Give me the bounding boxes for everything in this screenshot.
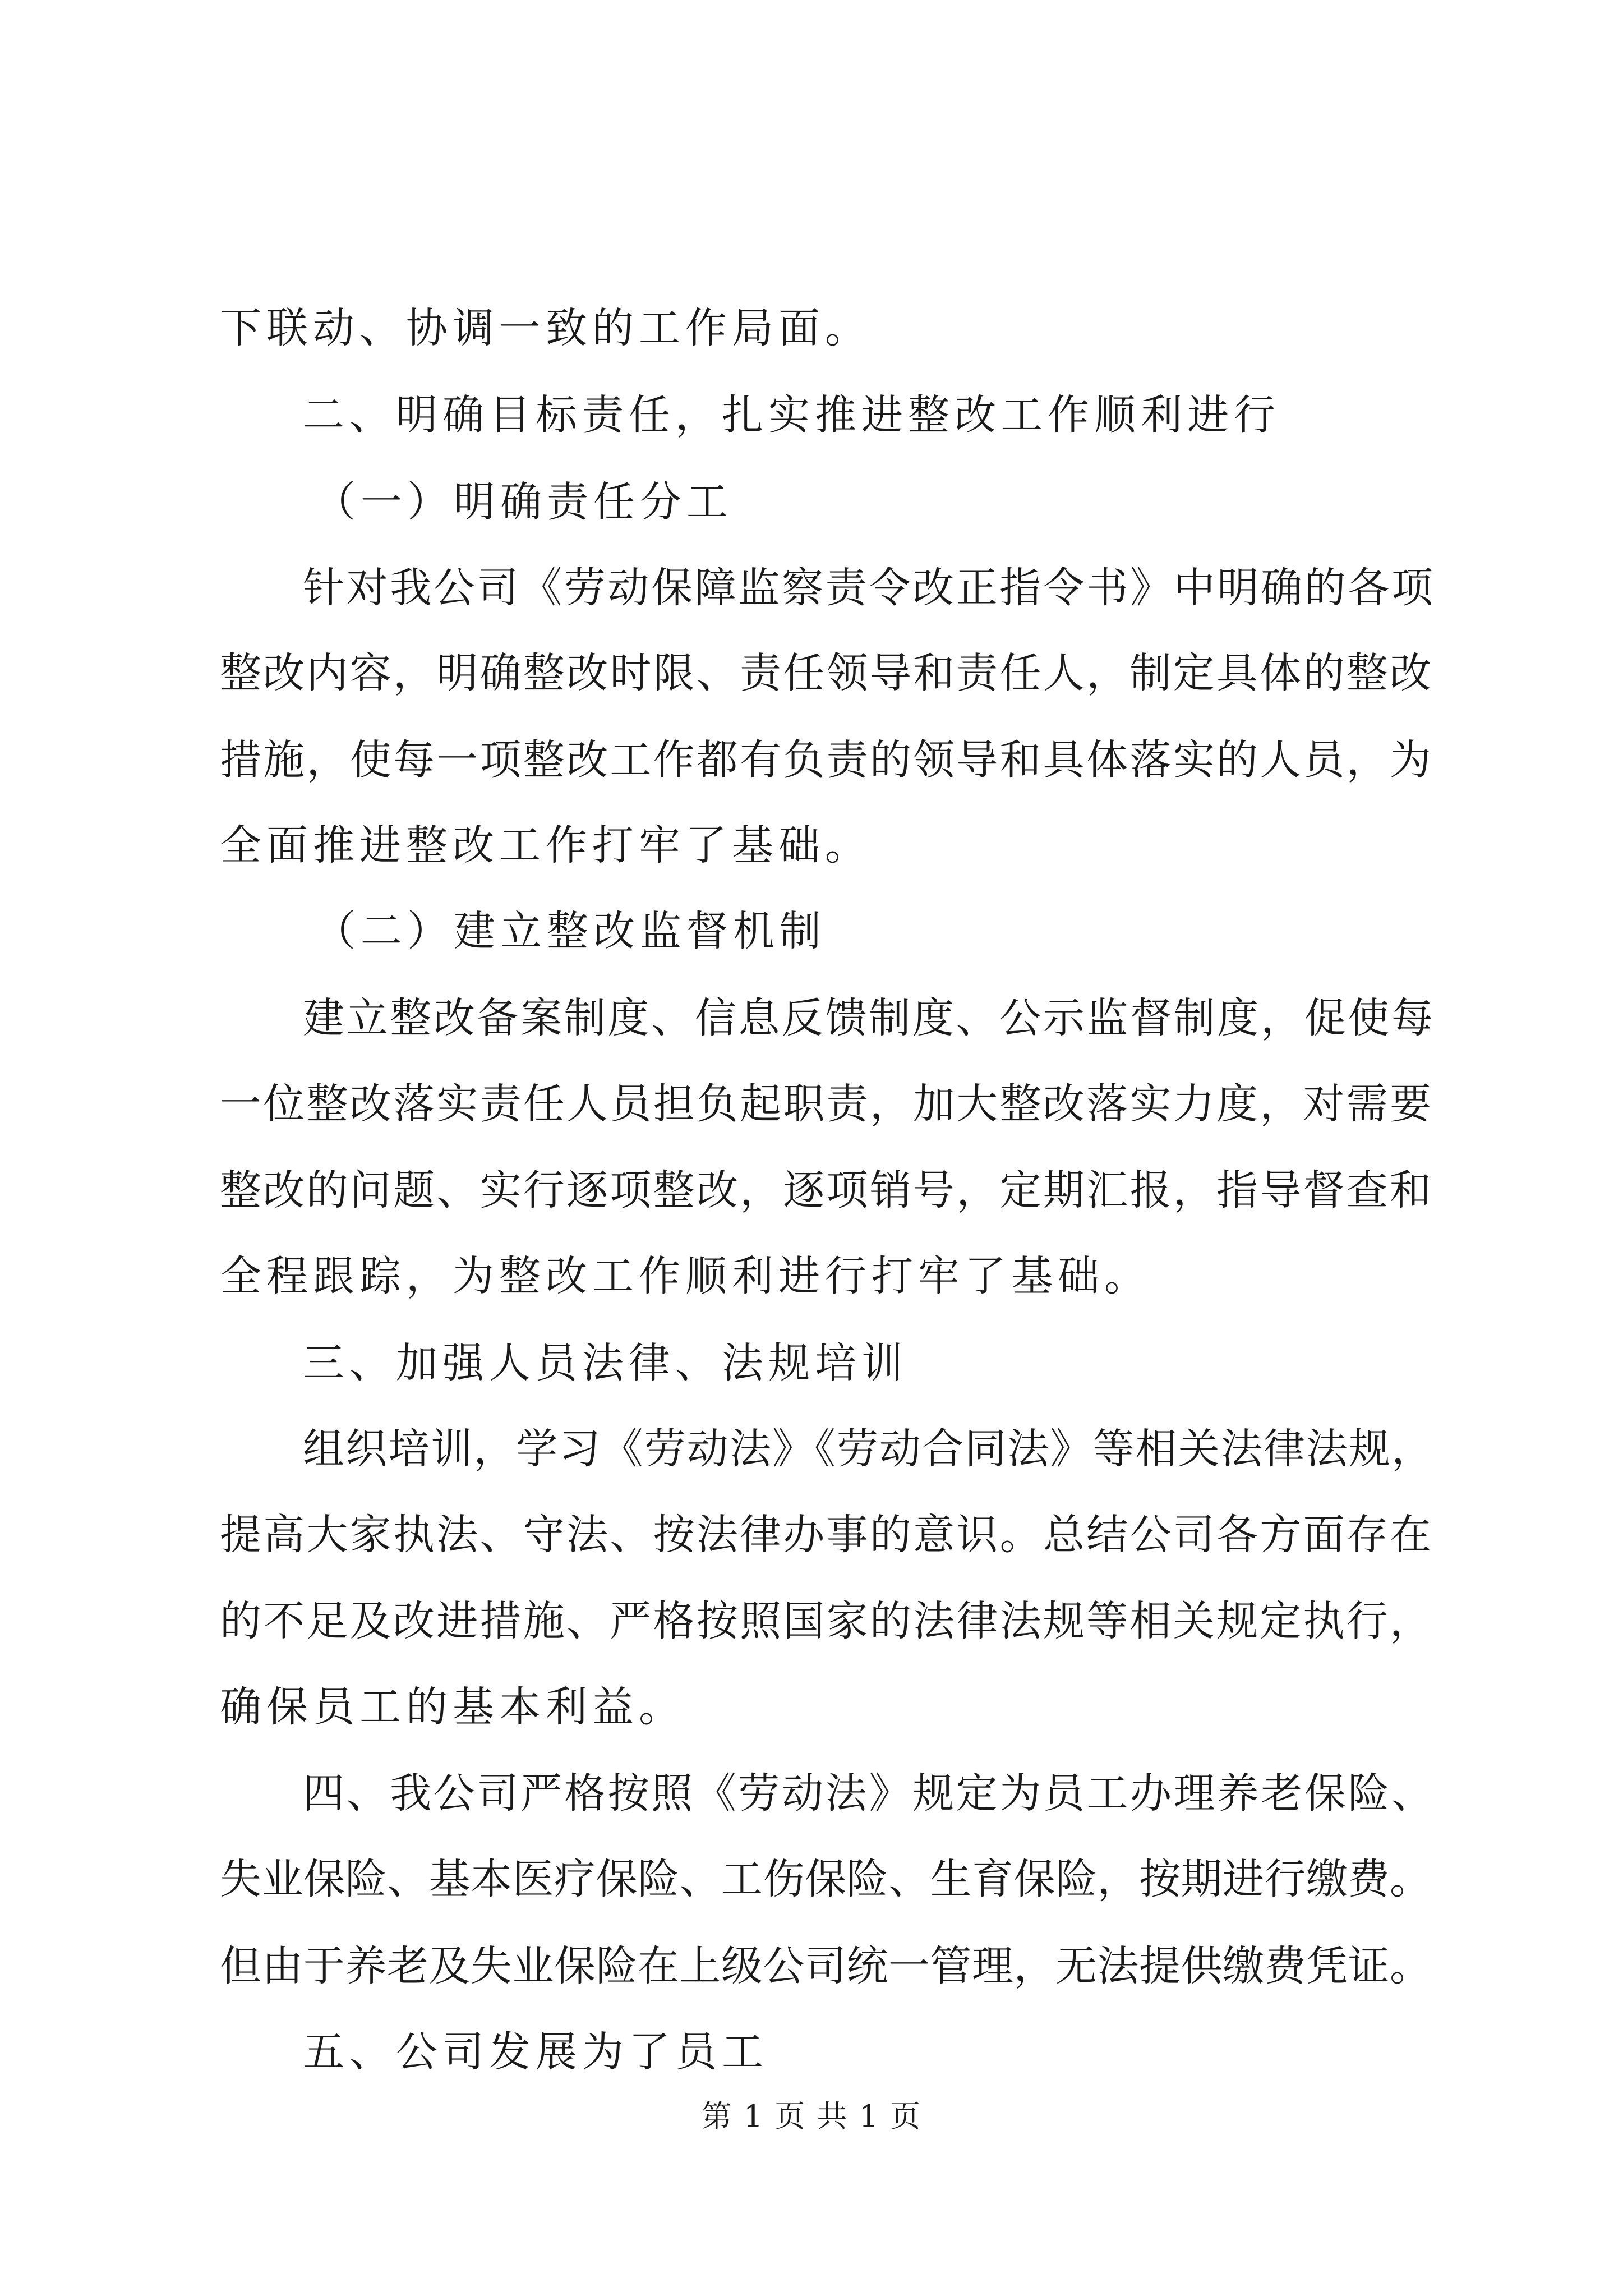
subsection-heading: （一）明确责任分工 — [314, 478, 733, 526]
section-heading: 二、明确目标责任，扎实推进整改工作顺利进行 — [303, 391, 1280, 439]
paragraph-line: 一位整改落实责任人员担负起职责，加大整改落实力度，对需要 — [220, 1080, 1431, 1128]
section-heading: 五、公司发展为了员工 — [303, 2028, 768, 2076]
paragraph-line: 下联动、协调一致的工作局面。 — [220, 304, 872, 352]
subsection-heading: （二）建立整改监督机制 — [314, 907, 826, 955]
paragraph-line: 组织培训，学习《劳动法》《劳动合同法》等相关法律法规， — [303, 1425, 1433, 1473]
paragraph-line: 针对我公司《劳动保障监察责令改正指令书》中明确的各项 — [303, 564, 1433, 612]
paragraph-line: 提高大家执法、守法、按法律办事的意识。总结公司各方面存在 — [220, 1511, 1431, 1559]
paragraph-line: 的不足及改进措施、严格按照国家的法律法规等相关规定执行， — [220, 1597, 1431, 1645]
paragraph-line: 但由于养老及失业保险在上级公司统一管理，无法提供缴费凭证。 — [220, 1942, 1431, 1990]
paragraph-line: 建立整改备案制度、信息反馈制度、公示监督制度，促使每 — [303, 994, 1433, 1042]
paragraph-line: 失业保险、基本医疗保险、工伤保险、生育保险，按期进行缴费。 — [220, 1855, 1431, 1903]
page-footer: 第 1 页 共 1 页 — [701, 2099, 922, 2134]
paragraph-line: 全程跟踪，为整改工作顺利进行打牢了基础。 — [220, 1252, 1151, 1300]
paragraph-line: 全面推进整改工作打牢了基础。 — [220, 821, 872, 869]
paragraph-line: 措施，使每一项整改工作都有负责的领导和具体落实的人员，为 — [220, 736, 1431, 784]
paragraph-line: 整改的问题、实行逐项整改，逐项销号，定期汇报，指导督查和 — [220, 1166, 1431, 1214]
paragraph-line: 整改内容，明确整改时限、责任领导和责任人，制定具体的整改 — [220, 649, 1431, 697]
paragraph-line: 四、我公司严格按照《劳动法》规定为员工办理养老保险、 — [303, 1769, 1433, 1818]
section-heading: 三、加强人员法律、法规培训 — [303, 1339, 908, 1387]
paragraph-line: 确保员工的基本利益。 — [220, 1683, 685, 1731]
